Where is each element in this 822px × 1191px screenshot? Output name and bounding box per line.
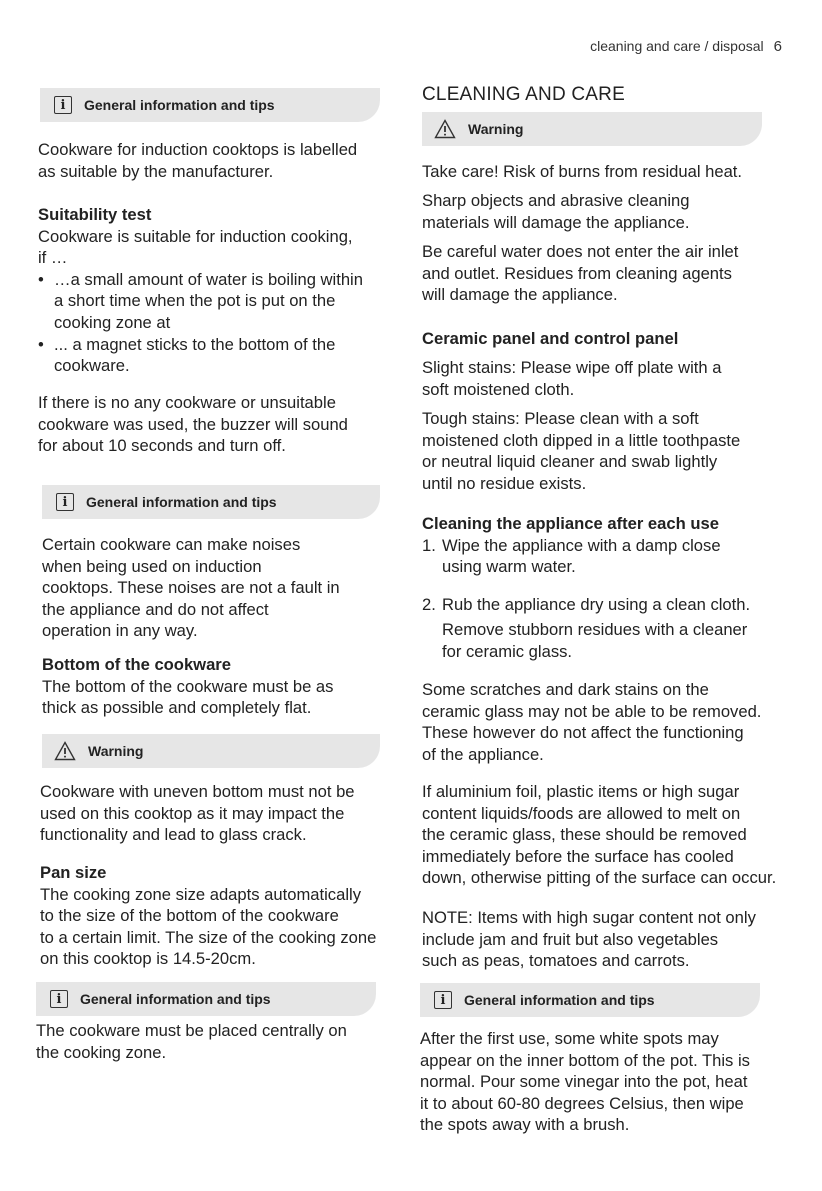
ceramic-section <box>422 328 678 350</box>
list-item: • …a small amount of water is boiling within a short time when the pot is put on the cooking zone at <box>38 269 363 334</box>
paragraph: Cookware for induction cooktops is labelled as suitable by the manufacturer. <box>38 140 358 181</box>
paragraph: If aluminium foil, plastic items or high sugar content liquids/foods are allowed to melt on the ceramic glass, these should be removed immediately before the surface has cooled down, otherwise pitting of the surface can occur. <box>422 782 777 888</box>
paragraph: Slight stains: Please wipe off plate with a soft moistened cloth. <box>422 358 722 399</box>
paragraph: Certain cookware can make noises when being used on induction cooktops. These noises are not a fault in the appliance and do not affect operation in any way. <box>42 535 340 641</box>
paragraph: Cookware with uneven bottom must not be used on this cooktop as it may impact the functionality and lead to glass crack. <box>40 782 355 845</box>
page-title: CLEANING AND CARE <box>422 84 625 105</box>
paragraph: Remove stubborn residues with a cleaner for ceramic glass. <box>442 620 748 661</box>
note-paragraph: NOTE: Items with high sugar content not only include jam and fruit but also vegetables such as peas, tomatoes and carrots. <box>422 908 756 971</box>
section-heading: Pan size <box>40 863 107 882</box>
warning-icon <box>434 119 456 139</box>
info-box-label: General information and tips <box>464 992 655 1008</box>
info-box <box>36 982 376 1016</box>
page-number: 6 <box>773 38 782 55</box>
info-box <box>420 983 760 1017</box>
pan-size-section: Pan size The cooking zone size adapts automatically to the size of the bottom of the cookware to a certain limit. The size of the cooking zone on this cooktop is 14.5-20cm. <box>40 863 377 969</box>
bottom-section: Bottom of the cookware The bottom of the cookware must be as thick as possible and completely flat. <box>42 655 334 718</box>
paragraph: Some scratches and dark stains on the ceramic glass may not be able to be removed. These however do not affect the functioning of the appliance. <box>422 680 762 764</box>
info-icon: i <box>434 991 452 1009</box>
paragraph: The cookware must be placed centrally on the cooking zone. <box>36 1021 347 1062</box>
list-item: 2. Rub the appliance dry using a clean cloth. <box>422 595 751 614</box>
info-box-label: General information and tips <box>84 97 275 113</box>
info-icon: i <box>56 493 74 511</box>
info-box-label: General information and tips <box>86 494 277 510</box>
info-box-label: General information and tips <box>80 991 271 1007</box>
warning-box <box>422 112 762 146</box>
info-box <box>42 485 380 519</box>
warning-label: Warning <box>88 743 144 759</box>
list-item: • ... a magnet sticks to the bottom of the cookware. <box>38 334 363 377</box>
warning-label: Warning <box>468 121 524 137</box>
paragraph: Sharp objects and abrasive cleaning materials will damage the appliance. <box>422 191 690 232</box>
paragraph: After the first use, some white spots may appear on the inner bottom of the pot. This is normal. Pour some vinegar into the pot, heat it to about 60-80 degrees Celsius, then wipe the spots away with a brush. <box>420 1029 750 1135</box>
paragraph: Take care! Risk of burns from residual heat. <box>422 162 743 181</box>
section-heading: Suitability test <box>38 205 152 224</box>
warning-box <box>42 734 380 768</box>
info-icon: i <box>54 96 72 114</box>
cleaning-section <box>422 513 721 578</box>
paragraph: Tough stains: Please clean with a soft moistened cloth dipped in a little toothpaste or neutral liquid cleaner and swab lightly until no residue exists. <box>422 409 741 493</box>
section-title: cleaning and care / disposal <box>590 38 764 54</box>
warning-icon <box>54 741 76 761</box>
info-box <box>40 88 380 122</box>
section-heading: Ceramic panel and control panel <box>422 329 679 348</box>
list-item: 1. Wipe the appliance with a damp close using warm water. <box>422 535 721 577</box>
suitability-section: Suitability test Cookware is suitable for induction cooking, if … • …a small amount of water is boiling within a short time when the pot is put on the cooking zone at • ... a magnet sticks to the bottom of the cookware. <box>38 204 363 377</box>
paragraph: If there is no any cookware or unsuitable cookware was used, the buzzer will sound for about 10 seconds and turn off. <box>38 393 348 456</box>
page-header <box>590 38 782 55</box>
section-heading: Cleaning the appliance after each use <box>422 514 719 533</box>
info-icon: i <box>50 990 68 1008</box>
section-heading: Bottom of the cookware <box>42 655 231 674</box>
paragraph: Be careful water does not enter the air inlet and outlet. Residues from cleaning agents will damage the appliance. <box>422 242 739 305</box>
